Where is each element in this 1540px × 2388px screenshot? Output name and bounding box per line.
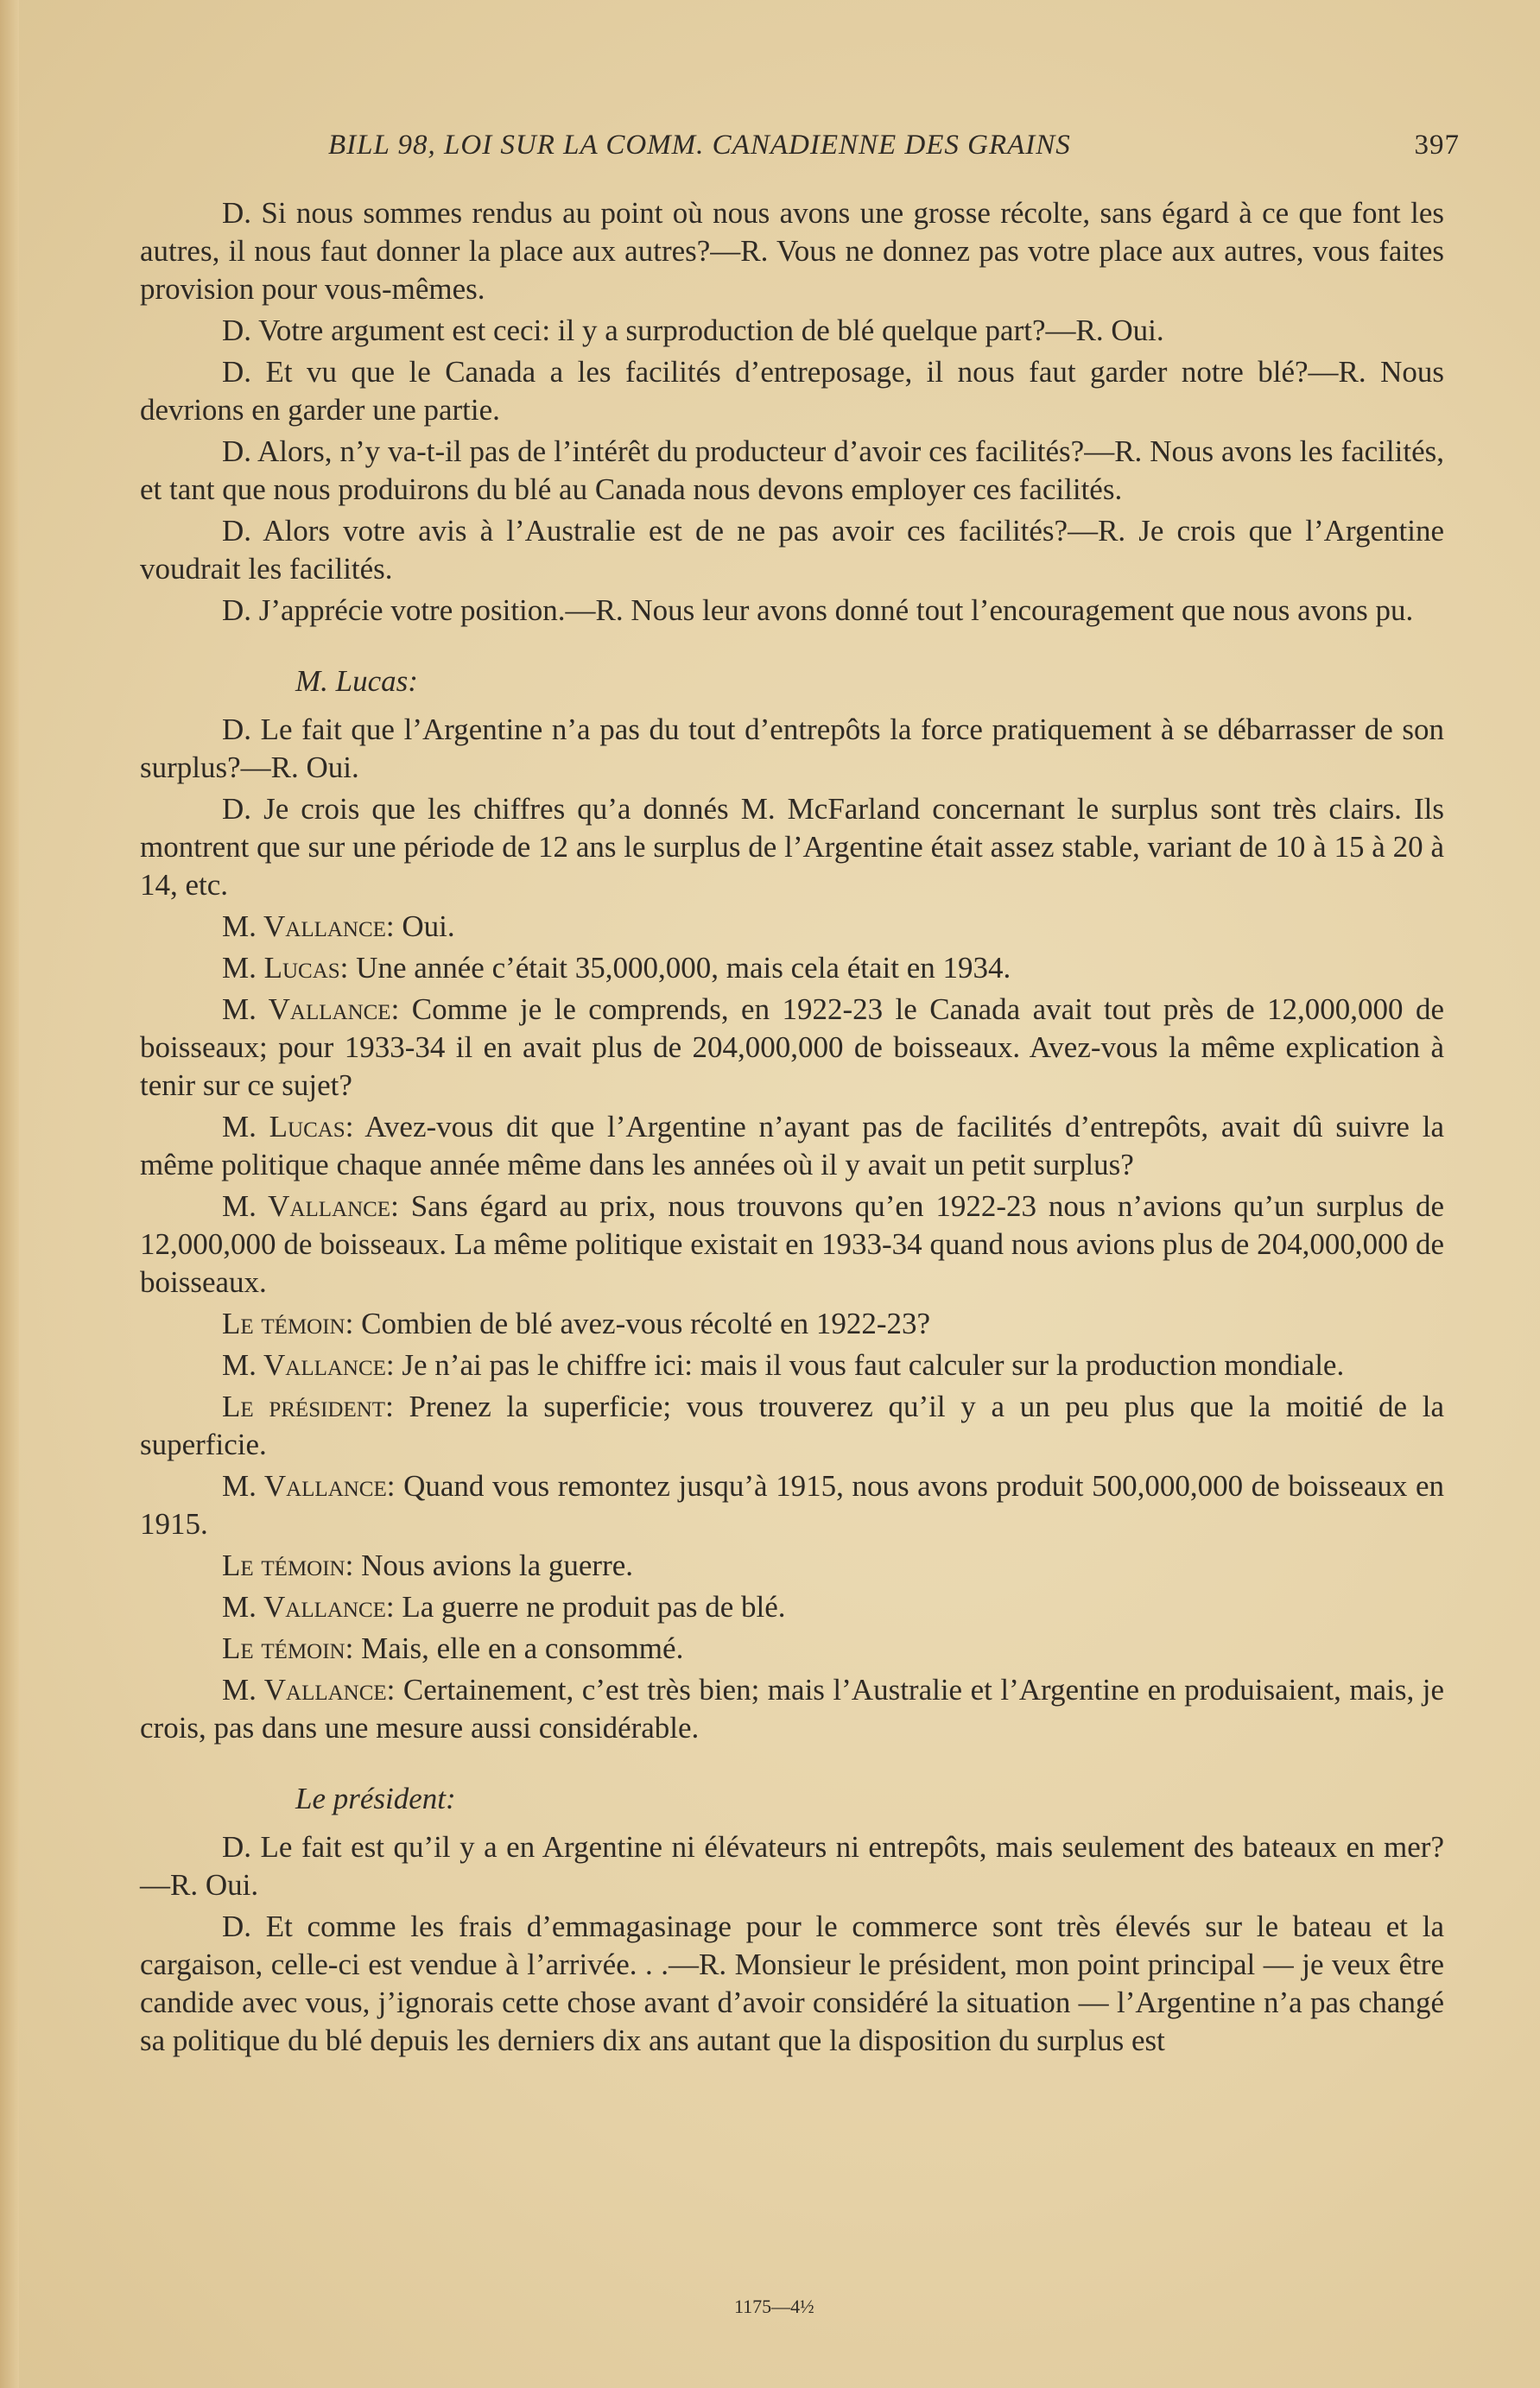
- speaker: Le témoin:: [222, 1549, 354, 1582]
- paragraph: D. J’apprécie votre position.—R. Nous leur avons donné tout l’encouragement que nous avons pu.: [222, 593, 1414, 627]
- body-text: [140, 194, 1444, 2063]
- section-label-lucas: M. Lucas:: [295, 664, 418, 698]
- dialogue-paragraph: [140, 1671, 1444, 1747]
- speaker: M. Lucas:: [222, 951, 349, 985]
- speech: La guerre ne produit pas de blé.: [394, 1590, 786, 1624]
- dialogue-paragraph: [140, 1630, 1444, 1668]
- speaker: Le président:: [222, 1390, 394, 1423]
- speech: Avez-vous dit que l’Argentine n’ayant pas de facilités d’entrepôts, avait dû suivre la même politique chaque année même dans les années où il y avait un petit surplus?: [140, 1110, 1444, 1181]
- page-edge: [0, 0, 19, 2388]
- signature-mark: 1175—4½: [734, 2296, 814, 2317]
- page-number: 397: [1414, 130, 1460, 161]
- dialogue-paragraph: [140, 1388, 1444, 1464]
- dialogue-paragraph: [140, 1188, 1444, 1302]
- speaker: M. Vallance:: [222, 1469, 396, 1503]
- dialogue-paragraph: [140, 1547, 1444, 1585]
- dialogue-paragraph: [140, 1588, 1444, 1626]
- paragraph: D. Et vu que le Canada a les facilités d’entreposage, il nous faut garder notre blé?—R. Nous devrions en garder une partie.: [140, 355, 1444, 427]
- dialogue-paragraph: [140, 991, 1444, 1105]
- paragraph: D. Alors votre avis à l’Australie est de ne pas avoir ces facilités?—R. Je crois que l’Argentine voudrait les facilités.: [140, 514, 1444, 586]
- speaker: Le témoin:: [222, 1631, 354, 1665]
- speaker: M. Vallance:: [222, 1348, 395, 1382]
- speech: Prenez la superficie; vous trouverez qu’il y a un peu plus que la moitié de la superficie.: [140, 1390, 1444, 1461]
- speech: Une année c’était 35,000,000, mais cela était en 1934.: [348, 951, 1011, 985]
- speech: Certainement, c’est très bien; mais l’Australie et l’Argentine en produisaient, mais, je crois, pas dans une mesure aussi considérable.: [140, 1673, 1444, 1745]
- dialogue-paragraph: [140, 1467, 1444, 1543]
- speech: Sans égard au prix, nous trouvons qu’en 1922-23 nous n’avions qu’un surplus de 12,000,000 de boisseaux. La même politique existait en 1933-34 quand nous avions plus de 204,000,000 de boisseaux.: [140, 1189, 1444, 1299]
- speaker: M. Vallance:: [222, 909, 395, 943]
- speech: Comme je le comprends, en 1922-23 le Canada avait tout près de 12,000,000 de boisseaux; pour 1933-34 il en avait plus de 204,000,000 de boisseaux. Avez-vous la même explication à tenir sur ce sujet?: [140, 992, 1444, 1102]
- speaker: M. Vallance:: [222, 1673, 396, 1707]
- speech: Combien de blé avez-vous récolté en 1922-23?: [353, 1307, 931, 1340]
- dialogue-paragraph: [140, 1305, 1444, 1343]
- paragraph: D. Alors, n’y va-t-il pas de l’intérêt du producteur d’avoir ces facilités?—R. Nous avons les facilités, et tant que nous produirons du blé au Canada nous devons employer ces facilités.: [140, 434, 1444, 506]
- dialogue-paragraph: [140, 949, 1444, 987]
- speaker: M. Vallance:: [222, 992, 400, 1026]
- dialogue-paragraph: [140, 908, 1444, 946]
- paragraph: D. Je crois que les chiffres qu’a donnés M. McFarland concernant le surplus sont très clairs. Ils montrent que sur une période de 12 ans le surplus de l’Argentine était assez stable, variant de 10 à 15 à 20 à 14, etc.: [140, 792, 1444, 902]
- speaker: M. Lucas:: [222, 1110, 354, 1143]
- paragraph: D. Et comme les frais d’emmagasinage pour le commerce sont très élevés sur le bateau et la cargaison, celle-ci est vendue à l’arrivée. . .—R. Monsieur le président, mon point principal — je veux être candide avec vous, j’ignorais cette chose avant d’avoir considéré la situation — l’Argentine n’a pas changé sa politique du blé depuis les derniers dix ans autant que la disposition du surplus est: [140, 1910, 1444, 2057]
- paragraph: D. Votre argument est ceci: il y a surproduction de blé quelque part?—R. Oui.: [222, 314, 1164, 347]
- speech: Oui.: [394, 909, 455, 943]
- speaker: Le témoin:: [222, 1307, 354, 1340]
- paragraph: D. Si nous sommes rendus au point où nous avons une grosse récolte, sans égard à ce que font les autres, il nous faut donner la place aux autres?—R. Vous ne donnez pas votre place aux autres, vous faites provision pour vous-mêmes.: [140, 196, 1444, 306]
- dialogue-paragraph: [140, 1346, 1444, 1384]
- running-title: BILL 98, LOI SUR LA COMM. CANADIENNE DES GRAINS: [328, 130, 1071, 161]
- running-head: [328, 130, 1468, 173]
- speaker: M. Vallance:: [222, 1189, 399, 1223]
- speaker: M. Vallance:: [222, 1590, 395, 1624]
- speech: Nous avions la guerre.: [353, 1549, 634, 1582]
- dialogue-paragraph: [140, 1108, 1444, 1184]
- speech: Mais, elle en a consommé.: [353, 1631, 684, 1665]
- section-label-president: Le président:: [295, 1782, 456, 1815]
- speech: Quand vous remontez jusqu’à 1915, nous avons produit 500,000,000 de boisseaux en 1915.: [140, 1469, 1444, 1541]
- speech: Je n’ai pas le chiffre ici: mais il vous faut calculer sur la production mondiale.: [394, 1348, 1345, 1382]
- paragraph: D. Le fait est qu’il y a en Argentine ni élévateurs ni entrepôts, mais seulement des bateaux en mer?—R. Oui.: [140, 1830, 1444, 1902]
- paragraph: D. Le fait que l’Argentine n’a pas du tout d’entrepôts la force pratiquement à se débarrasser de son surplus?—R. Oui.: [140, 713, 1444, 784]
